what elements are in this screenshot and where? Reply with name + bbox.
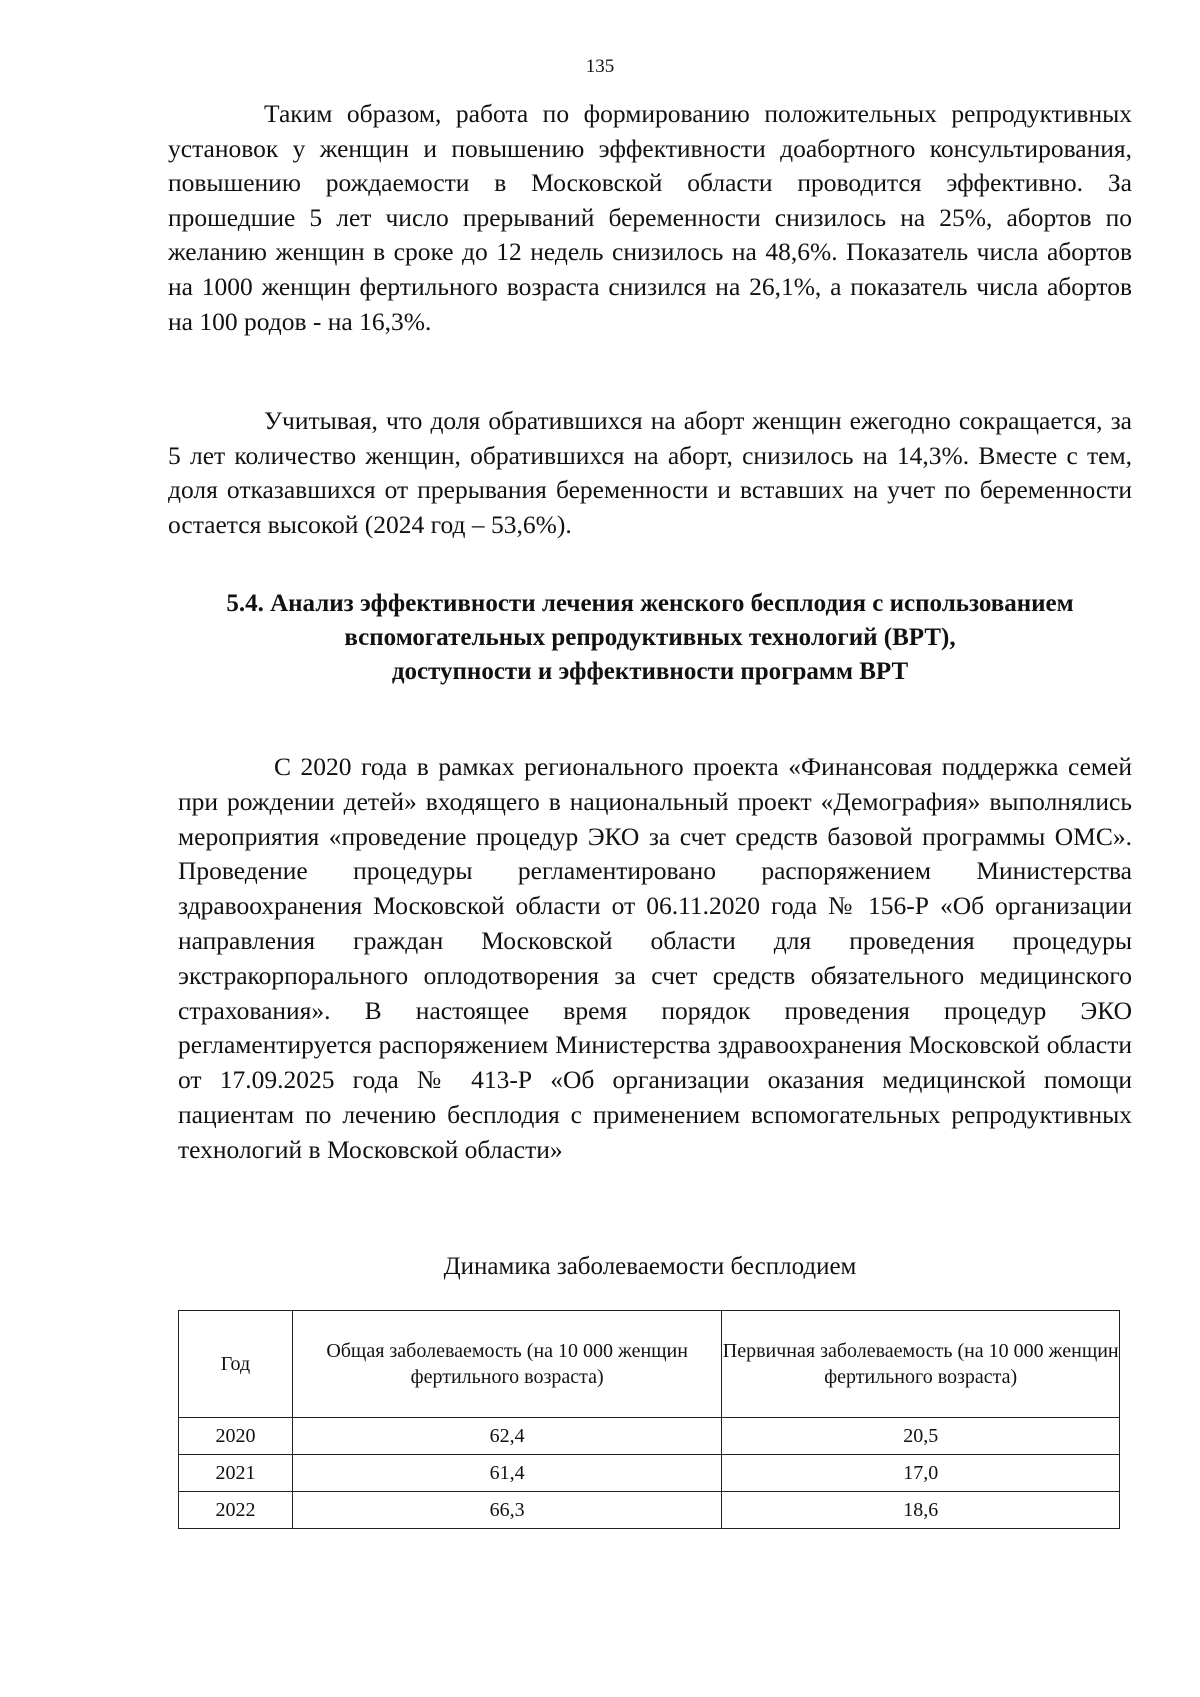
section-heading-line: доступности и эффективности программ ВРТ — [391, 658, 909, 685]
table-row — [179, 1492, 1120, 1529]
cell-total-incidence: 62,4 — [292, 1418, 722, 1455]
header-primary-incidence: Первичная заболеваемость (на 10 000 женщин фертильного возраста) — [722, 1311, 1120, 1418]
cell-year: 2021 — [179, 1455, 293, 1492]
cell-total-incidence: 66,3 — [292, 1492, 722, 1529]
paragraph-abortion-decline: Учитывая, что доля обратившихся на аборт женщин ежегодно сокращается, за 5 лет количество женщин, обратившихся на аборт, снизилось на 14,3%. Вместе с тем, доля отказавшихся от прерывания беременности и вставших на учет по беременности остается высокой (2024 год – 53,6%). — [168, 406, 1132, 539]
cell-year: 2022 — [179, 1492, 293, 1529]
section-heading-line: вспомогательных репродуктивных технологий (ВРТ), — [344, 624, 956, 651]
table-header-row — [179, 1311, 1120, 1418]
page-number: 135 — [585, 56, 615, 77]
paragraph-ivf-program: С 2020 года в рамках регионального проекта «Финансовая поддержка семей при рождении детей» входящего в национальный проект «Демография» выполнялись мероприятия «проведение процедур ЭКО за счет средств базовой программы ОМС». Проведение процедуры регламентировано распоряжением Министерства здравоохранения Московской области от 06.11.2020 года № 156-Р «Об организации направления граждан Московской области для проведения процедуры экстракорпорального оплодотворения за счет средств обязательного медицинского страхования». В настоящее время порядок проведения процедур ЭКО регламентируется распоряжением Министерства здравоохранения Московской области от 17.09.2025 года № 413-Р «Об организации оказания медицинской помощи пациентам по лечению бесплодия с применением вспомогательных репродуктивных технологий в Московской области» — [178, 752, 1132, 1164]
header-total-incidence: Общая заболеваемость (на 10 000 женщин фертильного возраста) — [292, 1311, 722, 1418]
section-heading — [168, 587, 1132, 689]
cell-year: 2020 — [179, 1418, 293, 1455]
cell-primary-incidence: 17,0 — [722, 1455, 1120, 1492]
infertility-table — [178, 1310, 1120, 1529]
table-row — [179, 1455, 1120, 1492]
table-row — [179, 1418, 1120, 1455]
paragraph-abortion-results: Таким образом, работа по формированию положительных репродуктивных установок у женщин и повышению эффективности доабортного консультирования, повышению рождаемости в Московской области проводится эффективно. За прошедшие 5 лет число прерываний беременности снизилось на 25%, абортов по желанию женщин в сроке до 12 недель снизилось на 48,6%. Показатель числа абортов на 1000 женщин фертильного возраста снизился на 26,1%, а показатель числа абортов на 100 родов - на 16,3%. — [168, 99, 1132, 336]
table-caption: Динамика заболеваемости бесплодием — [443, 1253, 857, 1280]
section-heading-line: 5.4. Анализ эффективности лечения женского бесплодия с использованием — [226, 590, 1074, 617]
cell-primary-incidence: 18,6 — [722, 1492, 1120, 1529]
cell-primary-incidence: 20,5 — [722, 1418, 1120, 1455]
header-year: Год — [179, 1311, 293, 1418]
cell-total-incidence: 61,4 — [292, 1455, 722, 1492]
